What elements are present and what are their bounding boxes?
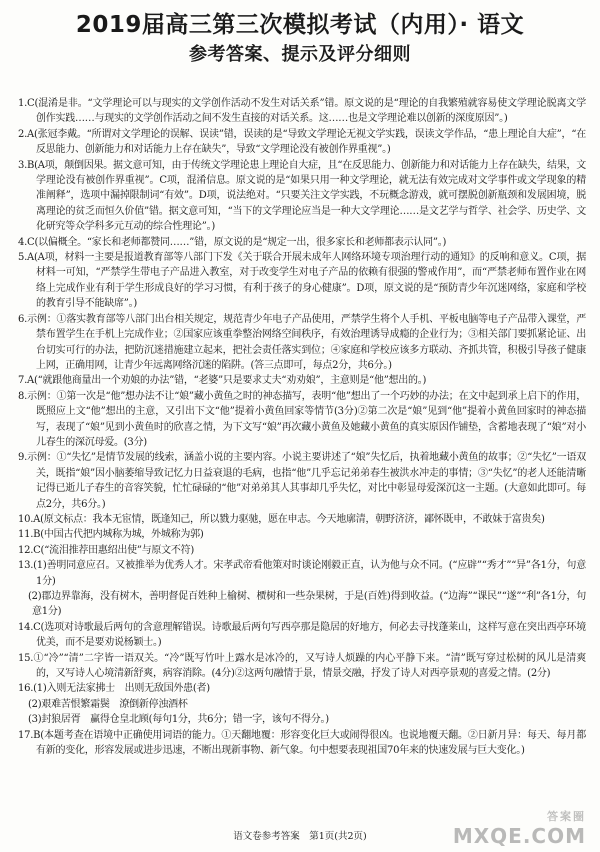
answer-item: 11.B(中国古代把内城称为城，外城称为郭) [18,529,204,541]
answer-item: 10.A(原文标点：我本无宦情，既逢知己，所以戮力驱驰，愿在申志。今天地廓清，朝野济济，鄙怀既申，不敢妹于富贵矣) [18,513,545,525]
answer-item: 2.A(张冠李戴。“所谓对文学理论的误解、误读”错，误读的是“导致文学理论无视文学实践，误读文学作品，“患上理论自大症”，“在反思能力、创新能力和对话能力上存在缺失”，导致“文学理论没有被创作界重视”。) [18,128,586,156]
answer-item: 13.(1)善明同意应召。又被推举为优秀人才。宋孝武帝看他策对时谈论刚毅正直，认为他与众不同。(“应辟”“秀才”“异”各1分，句意1分) [18,560,586,587]
answer-item: 6.示例：①落实教育部等八部门出台相关规定，规范青少年电子产品使用，严禁学生将个人手机、平板电脑等电子产品带入课堂，严禁布置学生在手机上完成作业；②国家应该重拳整治网络空间秩序，有效治理诱导成瘾的企业行为；③相关部门要抓紧论证、出台切实可行的办法，把防沉迷措施建立起来，把社会责任落实到位；④家庭和学校应该多方联动、齐抓共管，积极引导孩子健康上网，正确用网，让青少年远离网络沉迷的陷阱。(答三点即可，每点2分，共6分。) [18,313,586,371]
answer-item: 8.示例：①第一次是“他”想办法不让“娘”藏小黄鱼之时的神态描写，表明“他”想出了一个巧妙的办法；在文中起到承上启下的作用，既照应上文“他”想出的主意，又引出下文“他”提着小黄鱼回家等情节(3分)②第二次是“娘”见到“他”提着小黄鱼回家时的神态描写，表现了“娘”见到小黄鱼时的欣喜之情，为下文写“娘”再次藏小黄鱼及她藏小黄鱼的真实原因作铺垫，含蓄地表现了“娘”对小儿春生的深沉母爱。(3分) [18,390,586,448]
answer-item: 16.(1)入则无法家拂士 出则无敌国外患(者) [18,683,210,695]
watermark-line1: 答案圈 [547,810,586,823]
answer-item: 7.A(“就跟他商量出一个劝娘的办法”错，“老婆”只是要求丈夫“劝劝娘”，主意则是“他”想出的。) [18,375,427,387]
page-subtitle: 参考答案、提示及评分细则 [189,44,411,65]
watermark-line2: MXQE.COM [452,824,586,848]
answer-item: 9.示例：①“失忆”是情节发展的线索，涵盖小说的主要内容。小说主要讲述了“娘”失忆后，执着地藏小黄鱼的故事；②“失忆”一语双关，既指“娘”因小脑萎缩导致记忆力日益衰退的毛病，也指“他”几乎忘记弟弟春生被洪水冲走的事情；③“失忆”的老人还能清晰记得已逝儿子春生的音容笑貌，忙忙碌碌的“他”对弟弟其人其事却几乎失忆，对比中彰显母爱深沉这一主题。(大意如此即可。每点2分，共6分。) [18,452,586,510]
answer-item: 12.C(“流泪推荐田惠绍出使”与原文不符) [18,544,195,556]
answer-item: 1.C(混淆是非。“文学理论可以与现实的文学创作活动不发生对话关系”错。原文说的是“理论的自我繁殖就容易使文学理论脱离文学创作实践……与现实的文学创作活动之间不发生直接的对话关系。这……也是文学理论难以创新的深度原因”。) [18,98,586,125]
answer-item: 5.A(A项，材料一主要是报道教育部等八部门下发《关于联合开展未成年人网络环境专项治理行动的通知》的反响和意义。C项，据材料一可知，“严禁学生带电子产品进入教室，对于改变学生对电子产品的依赖有很强的警戒作用”，而“严禁老师布置作业在网络上完成作业有利于学生形成良好的学习习惯，有利于孩子的身心健康”。D项，原文说的是“预防青少年沉迷网络，家庭和学校的教育引导不能缺席”。) [18,252,586,310]
watermark-logo [453,808,586,848]
answer-subitem: (2)艰难苦恨繁霜鬓 潦倒新停浊酒杯 [28,698,188,710]
answer-item: 14.C(选项对诗歌最后两句的含意理解错误。诗歌最后两句写西亭那是隐居的好地方，何必去寻找蓬莱山，这样写意在突出西亭环境优美，而不是要劝说杨颖士。) [18,621,586,649]
answer-subitem: (3)封狼居胥 赢得仓皇北顾(每句1分，共6分；错一字，该句不得分。) [28,714,329,726]
answer-item: 17.B(本题考查在语境中正确使用词语的能力。①天翻地覆：形容变化巨大或闹得很凶。也说地覆天翻。②日新月异：每天、每月都有新的变化，形容发展或进步迅速，不断出现新事物、新气象。句中想要表现祖国70年来的快速发展与巨大变化。) [18,729,586,757]
answer-item: 15.①“冷”“清”二字皆一语双关。“冷”既写竹叶上露水是冰冷的，又写诗人烦躁的内心平静下来。“清”既写穿过松树的风儿是清爽的，又写诗人心境清新舒爽，病容消除。(4分)②这两句融情于景，情景交融，抒发了诗人对西亭景观的喜爱之情。(2分) [18,652,586,680]
answer-subitem: (2)郡边界靠海，没有树木，善明督促百姓种上榆树、槚树和一些杂果树，于是(百姓)得到收益。(“边海”“课民”“遂”“利”各1分，句意1分) [28,591,586,618]
answer-list [18,96,586,758]
answer-item: 3.B(A项，颠倒因果。据文意可知，由于传统文学理论患上理论自大症，且“在反思能力、创新能力和对话能力上存在缺失，结果，文学理论没有被创作界重视”。C项，混淆信息。原文说的是“如果只用一种文学理论，就无法有效完成对文学事件或文学现象的精准阐释”，选项中漏掉限制词“有效”。D项，说法绝对。“只要关注文学实践，不玩概念游戏，就可摆脱创新瓶颈和发展困境，脱离理论的贫乏而恒久价值”错。据文意可知，“当下的文学理论应当是一种大文学理论……是文艺学与哲学、社会学、历史学、文化研究等众学科多元互动的综合性理论”。) [18,159,586,233]
page-footer: 语文卷参考答案 第1页(共2页) [233,831,367,842]
page-title: 2019届高三第三次模拟考试（内用）· 语文 [75,12,525,38]
answer-item: 4.C(以偏概全。“家长和老师都赞同……”错，原文说的是“规定一出，很多家长和老师都表示认同”。) [18,236,447,248]
